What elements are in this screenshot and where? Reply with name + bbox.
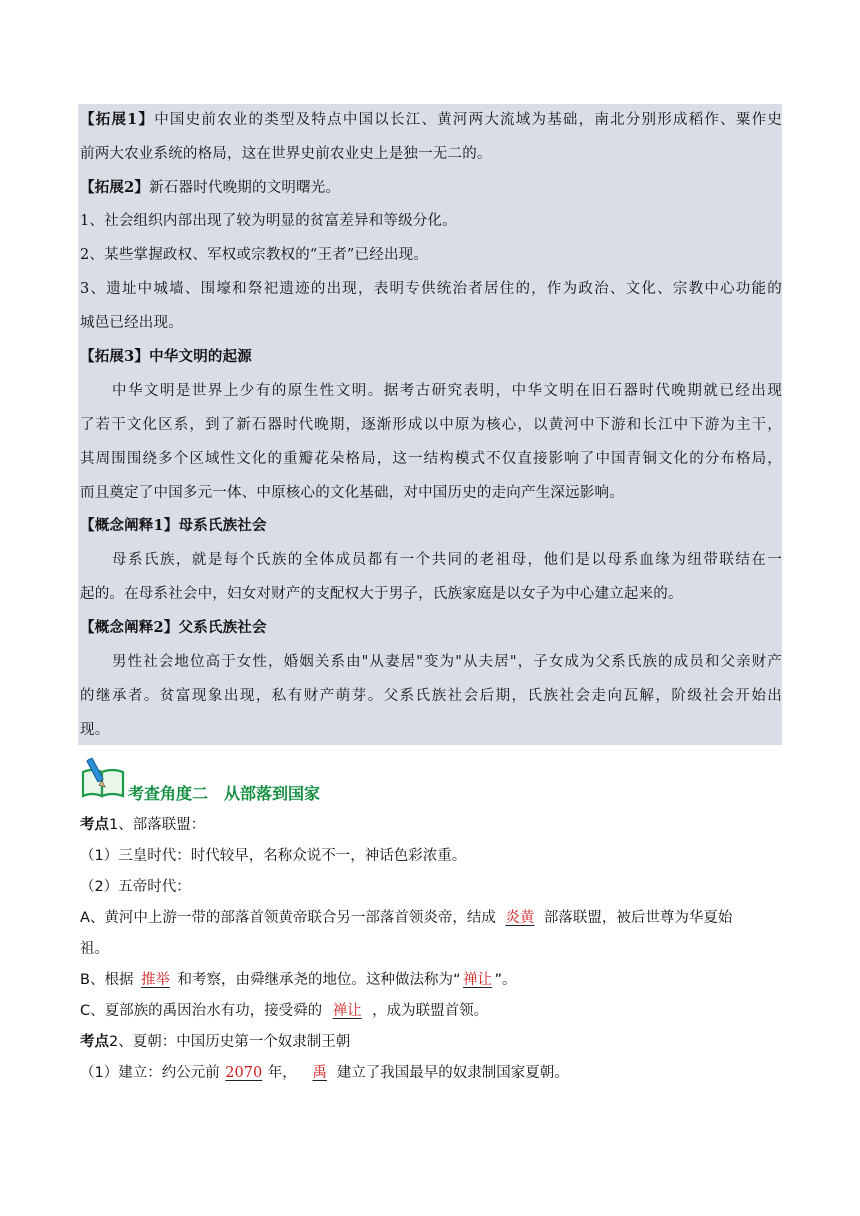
kp1-b-text-2: 和考察，由舜继承尧的地位。这种做法称为“ (177, 972, 461, 988)
kp2-item-1 (80, 1063, 569, 1083)
ext3-para-line-2: 了若干文化区系，到了新石器时代晚期，逐渐形成以中原为核心，以黄河中下游和长江中下游为主干， (80, 417, 782, 433)
ext3-para-line-3: 其周围围绕多个区域性文化的重瓣花朵格局，这一结构模式不仅直接影响了中国青铜文化的分布格局， (80, 451, 782, 467)
notebook-pencil-icon (80, 756, 126, 798)
ext3-label: 【拓展3】 (80, 348, 150, 365)
answer-blank-tuiju: 推举 (140, 972, 170, 988)
concept2-para-line-1: 男性社会地位高于女性，婚姻关系由"从妻居"变为"从夫居"，子女成为父系氏族的成员和父亲财产 (112, 654, 782, 670)
kp2-label: 考点 (80, 1034, 109, 1050)
kp2-1-text-3: 建立了我国最早的奴隶制国家夏朝。 (336, 1065, 569, 1081)
section-title (128, 781, 320, 804)
kp1-label: 考点 (80, 817, 109, 833)
kp1-c-text-1: C、夏部族的禹因治水有功，接受舜的 (80, 1003, 323, 1019)
concept1-heading (80, 516, 782, 536)
ext2-label: 【拓展2】 (80, 179, 150, 196)
kp2-title: 2、夏朝：中国历史第一个奴隶制王朝 (109, 1034, 351, 1050)
concept2-label: 【概念阐释2】 (80, 619, 179, 636)
ext1-label: 【拓展1】 (80, 111, 155, 128)
kp2-heading (80, 1032, 350, 1052)
section-title-a: 考查角度二 (128, 784, 209, 803)
concept1-para-line-2: 起的。在母系社会中，妇女对财产的支配权大于男子，氏族家庭是以女子为中心建立起来的。 (80, 586, 683, 602)
kp2-1-text-1: （1）建立：约公元前 (80, 1065, 220, 1081)
ext1-text-1: 中国史前农业的类型及特点中国以长江、黄河两大流域为基础，南北分别形成稻作、粟作史 (154, 112, 783, 128)
section-title-b: 从部落到国家 (224, 784, 321, 803)
kp1-b-text-1: B、根据 (80, 972, 134, 988)
kp1-c-text-2: ，成为联盟首领。 (372, 1003, 489, 1019)
ext2-title: 新石器时代晚期的文明曙光。 (149, 180, 341, 196)
concept2-heading (80, 618, 782, 638)
answer-blank-yu: 禹 (312, 1065, 327, 1081)
answer-blank-shanrang-2: 禅让 (332, 1003, 362, 1019)
kp1-a-text-1: A、黄河中上游一带的部落首领黄帝联合另一部落首领炎帝，结成 (80, 910, 496, 926)
kp1-b-text-3: ”。 (494, 972, 517, 988)
kp1-item-2: （2）五帝时代： (80, 879, 191, 895)
kp1-item-a (80, 908, 732, 928)
concept1-title: 母系氏族社会 (178, 517, 267, 534)
ext2-item-3: 3、遗址中城墙、围壕和祭祀遗迹的出现，表明专供统治者居住的，作为政治、文化、宗教中心功能的 (80, 281, 782, 297)
kp1-title: 1、部落联盟： (109, 817, 206, 833)
ext3-para-line-4: 而且奠定了中国多元一体、中原核心的文化基础，对中国历史的走向产生深远影响。 (80, 485, 624, 501)
kp1-item-1: （1）三皇时代：时代较早，名称众说不一，神话色彩浓重。 (80, 848, 467, 864)
answer-blank-2070: 2070 (225, 1065, 263, 1081)
ext2-item-1: 1、社会组织内部出现了较为明显的贫富差异和等级分化。 (80, 213, 457, 229)
ext1-line1 (80, 110, 782, 130)
ext3-title: 中华文明的起源 (149, 348, 252, 365)
answer-blank-yanhuang: 炎黄 (505, 910, 535, 926)
ext2-item-2: 2、某些掌握政权、军权或宗教权的“王者”已经出现。 (80, 247, 429, 263)
kp1-a-text-2: 部落联盟，被后世尊为华夏始 (543, 910, 733, 926)
ext3-para-line-1: 中华文明是世界上少有的原生性文明。据考古研究表明，中华文明在旧石器时代晚期就已经出现 (112, 383, 782, 399)
concept2-para-line-3: 现。 (80, 722, 110, 738)
concept2-title: 父系氏族社会 (178, 619, 267, 636)
concept2-para-line-2: 的继承者。贫富现象出现，私有财产萌芽。父系氏族社会后期，氏族社会走向瓦解，阶级社会开始出 (80, 688, 782, 704)
ext2-item-3-cont: 城邑已经出现。 (80, 315, 183, 331)
concept1-para-line-1: 母系氏族，就是每个氏族的全体成员都有一个共同的老祖母，他们是以母系血缘为纽带联结在一 (112, 552, 782, 568)
kp1-heading (80, 815, 205, 835)
kp1-item-c (80, 1001, 488, 1021)
kp1-item-a-cont: 祖。 (80, 941, 109, 957)
ext2-heading (80, 178, 782, 198)
ext3-heading (80, 347, 782, 367)
ext1-line2: 前两大农业系统的格局，这在世界史前农业史上是独一无二的。 (80, 146, 492, 162)
kp2-1-text-2: 年， (267, 1065, 297, 1081)
concept1-label: 【概念阐释1】 (80, 517, 179, 534)
answer-blank-shanrang-1: 禅让 (462, 972, 492, 988)
kp1-item-b (80, 970, 516, 990)
